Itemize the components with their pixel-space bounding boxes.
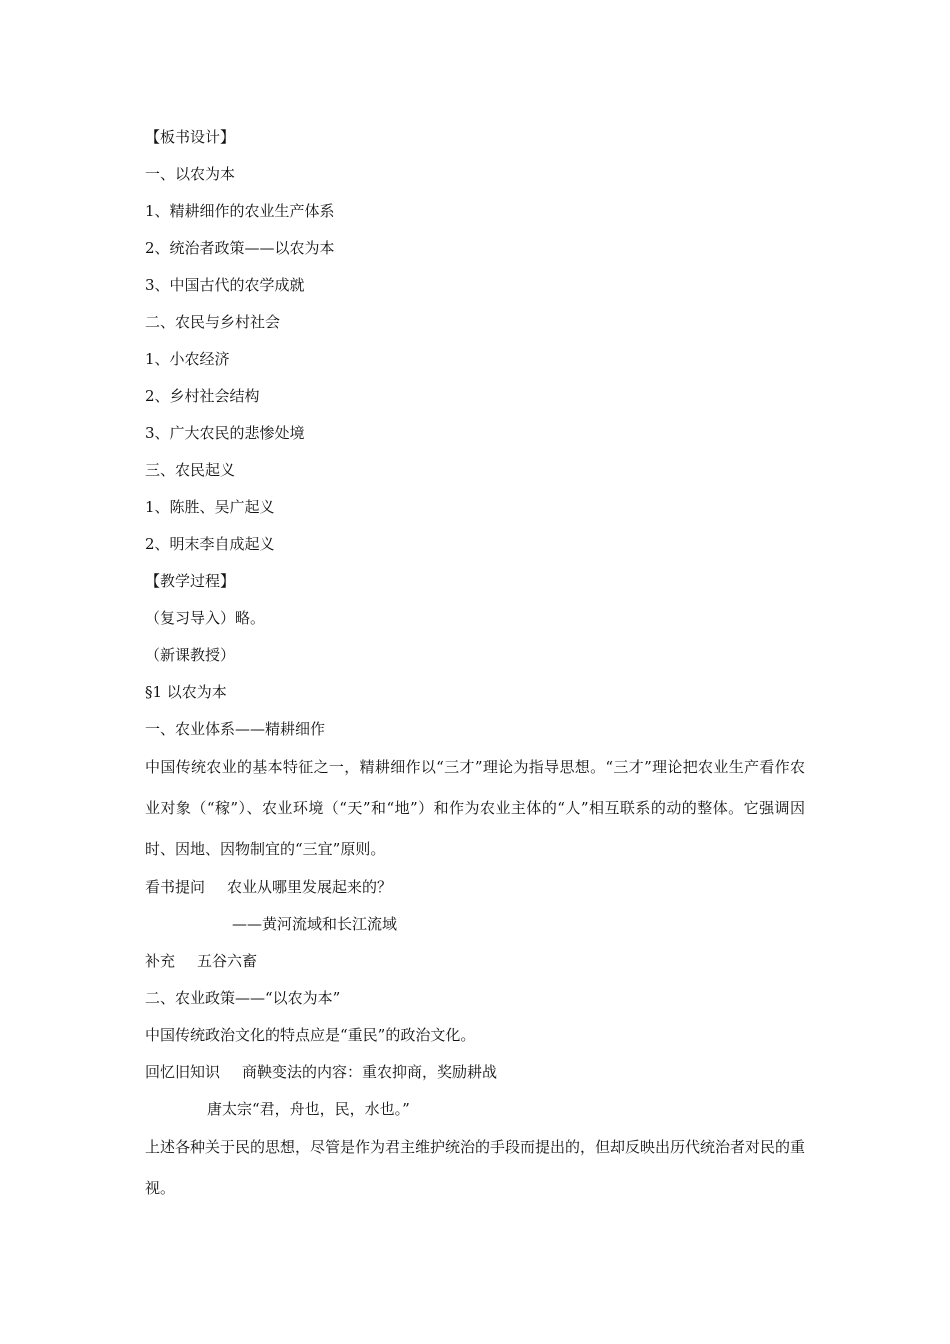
board-item-6: 1、小农经济 [145,350,230,368]
new-lesson-line: （新课教授） [145,646,236,664]
ask-question: 农业从哪里发展起来的？ [227,878,393,896]
board-item-3: 2、统治者政策——以农为本 [145,239,335,257]
recall-text: 商鞅变法的内容：重农抑商，奖励耕战 [242,1063,498,1081]
board-item-9: 三、农民起义 [145,461,236,479]
ask-label: 看书提问 [145,878,206,896]
board-item-2: 1、精耕细作的农业生产体系 [145,202,335,220]
board-item-4: 3、中国古代的农学成就 [145,276,305,294]
section-title: §1 以农为本 [145,683,227,701]
board-item-7: 2、乡村社会结构 [145,387,260,405]
part1-paragraph: 中国传统农业的基本特征之一，精耕细作以“三才”理论为指导思想。“三才”理论把农业生产看作农业对象（“稼”）、农业环境（“天”和“地”）和作为农业主体的“人”相互联系的动的整体。它强调因时、因地、因物制宜的“三宜”原则。 [145,758,805,858]
board-item-11: 2、明末李自成起义 [145,535,275,553]
process-heading: 【教学过程】 [145,572,236,590]
part2-line: 中国传统政治文化的特点应是“重民”的政治文化。 [145,1026,476,1044]
recall-row [145,1062,497,1082]
ask-answer: ——黄河流域和长江流域 [232,915,398,933]
part1-title: 一、农业体系——精耕细作 [145,720,326,738]
conclusion-paragraph: 上述各种关于民的思想，尽管是作为君主维护统治的手段而提出的，但却反映出历代统治者对民的重视。 [145,1138,806,1197]
supplement-row [145,951,257,971]
board-item-10: 1、陈胜、吴广起义 [145,498,275,516]
board-item-8: 3、广大农民的悲惨处境 [145,424,305,442]
board-item-1: 一、以农为本 [145,165,236,183]
tang-quote: 唐太宗“君，舟也，民，水也。” [207,1100,410,1118]
supplement-text: 五谷六畜 [197,952,258,970]
ask-row [145,877,392,897]
review-line: （复习导入）略。 [145,609,266,627]
recall-label: 回忆旧知识 [145,1063,221,1081]
board-item-5: 二、农民与乡村社会 [145,313,281,331]
part2-title: 二、农业政策——“以农为本” [145,989,341,1007]
supplement-label: 补充 [145,952,176,970]
board-design-heading: 【板书设计】 [145,128,236,146]
